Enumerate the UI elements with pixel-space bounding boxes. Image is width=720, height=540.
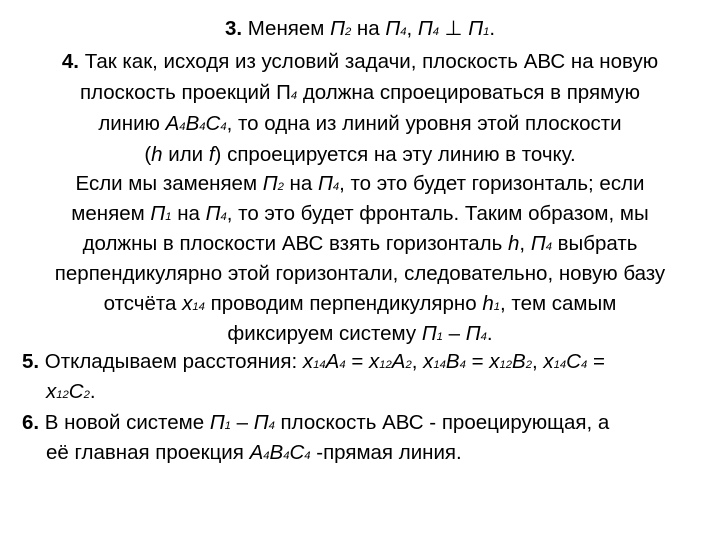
subscript: 14 — [313, 359, 326, 371]
text-run: 6. — [22, 411, 40, 434]
text-run: А — [165, 112, 180, 135]
text-run: x — [423, 350, 434, 373]
text-run: С — [289, 441, 305, 464]
text-run: - проецирующая, а — [423, 411, 610, 434]
text-run: на — [171, 202, 206, 225]
step-3-line — [0, 17, 720, 44]
text-run: . — [489, 17, 496, 40]
subscript: 4 — [480, 331, 487, 343]
subscript: 4 — [220, 211, 227, 223]
text-run: x — [369, 350, 380, 373]
subscript: 4 — [545, 241, 552, 253]
text-run: h — [482, 292, 494, 315]
step-4-line-7 — [0, 232, 720, 259]
text-run: A — [391, 350, 406, 373]
text-run: П — [421, 322, 437, 345]
step-4-line-10 — [0, 322, 720, 349]
text-run: Меняем — [242, 17, 331, 40]
subscript: 4 — [400, 26, 407, 38]
subscript: 4 — [332, 181, 340, 193]
text-run: , то одна из линий уровня этой плоскости — [226, 112, 622, 135]
text-run: A — [325, 350, 340, 373]
text-run: П — [209, 411, 225, 434]
text-run: плоскость проекций П — [79, 81, 291, 104]
subscript: 4 — [199, 121, 206, 133]
subscript: 12 — [56, 389, 69, 401]
text-run: C — [566, 350, 581, 373]
step-4-line-6 — [0, 202, 720, 229]
text-run: h — [508, 232, 520, 255]
text-run: АВС — [382, 411, 424, 434]
text-run: f — [208, 143, 215, 166]
text-run: ( — [144, 143, 152, 166]
text-run: C — [68, 380, 84, 403]
text-run: должна спроецироваться в прямую — [297, 81, 641, 104]
text-run: = — [465, 350, 490, 373]
step-4-line-5 — [0, 172, 720, 199]
text-run: отсчёта — [103, 292, 183, 315]
text-run: B — [445, 350, 460, 373]
step-4-line-2 — [0, 81, 720, 108]
text-run: . — [89, 380, 96, 403]
text-run: Откладываем расстояния: — [39, 350, 303, 373]
subscript: 1 — [493, 301, 501, 313]
subscript: 4 — [459, 359, 466, 371]
text-run: П — [417, 17, 433, 40]
step-6-line-1 — [22, 411, 720, 438]
subscript: 4 — [283, 450, 290, 462]
text-run: В новой системе — [39, 411, 210, 434]
subscript: 2 — [83, 389, 90, 401]
text-run: 5. — [22, 350, 40, 373]
text-run: проводим перпендикулярно — [204, 292, 483, 315]
text-run: на — [351, 17, 386, 40]
text-run: x — [489, 350, 500, 373]
subscript: 4 — [580, 359, 588, 371]
subscript: 1 — [483, 26, 490, 38]
text-run: фиксируем систему — [227, 322, 422, 345]
step-4-line-3 — [0, 112, 720, 139]
text-run: x — [46, 380, 57, 403]
text-run: П — [385, 17, 401, 40]
text-run: Если мы заменяем — [75, 172, 263, 195]
text-run: -прямая линия. — [310, 441, 462, 464]
text-run: АВС — [523, 50, 566, 73]
text-run: 3. — [224, 17, 243, 40]
text-run: h — [151, 143, 163, 166]
subscript: 4 — [179, 121, 186, 133]
text-run: = — [345, 350, 369, 373]
subscript: 1 — [224, 420, 231, 432]
subscript: 4 — [263, 450, 270, 462]
text-run: А — [249, 441, 264, 464]
subscript: 12 — [499, 359, 513, 371]
text-run: , то это будет горизонталь; если — [339, 172, 645, 195]
text-run: С — [205, 112, 221, 135]
text-run: = — [587, 350, 605, 373]
text-run: на новую — [565, 50, 659, 73]
text-run: на — [283, 172, 318, 195]
subscript: 4 — [220, 121, 227, 133]
text-run: Так как, исходя из условий задачи, плоскость — [79, 50, 524, 73]
text-run: , тем самым — [500, 292, 617, 315]
subscript: 2 — [405, 359, 412, 371]
text-run: должны в плоскости — [82, 232, 282, 255]
text-run: её главная проекция — [46, 441, 250, 464]
step-5-line-2 — [46, 380, 720, 407]
step-4-line-4 — [0, 143, 720, 167]
text-run: или — [162, 143, 209, 166]
text-run: взять горизонталь — [323, 232, 509, 255]
step-4-line-9 — [0, 292, 720, 319]
text-run: плоскость — [274, 411, 383, 434]
text-run: B — [512, 350, 526, 373]
text-run: x — [302, 350, 314, 373]
subscript: 4 — [304, 450, 311, 462]
step-4-line-1 — [0, 50, 720, 74]
text-run: П — [253, 411, 269, 434]
text-run: П — [330, 17, 345, 40]
subscript: 2 — [525, 359, 532, 371]
step-6-line-2 — [46, 441, 720, 468]
text-run: В — [269, 441, 284, 464]
text-run: x — [182, 292, 193, 315]
step-5-line-1 — [22, 350, 720, 377]
text-run: , — [411, 350, 424, 373]
text-run: ⊥ — [438, 17, 469, 40]
text-run: П — [317, 172, 333, 195]
text-run: линию — [98, 112, 166, 135]
subscript: 1 — [436, 331, 443, 343]
subscript: 14 — [553, 359, 567, 371]
text-run: ) спроецируется на эту линию в точку. — [214, 143, 576, 166]
text-run: П — [465, 322, 481, 345]
subscript: 2 — [344, 26, 352, 38]
subscript: 4 — [339, 359, 346, 371]
text-run: П — [205, 202, 221, 225]
text-run: , то это будет фронталь. Таким образом, мы — [226, 202, 649, 225]
text-run: x — [543, 350, 554, 373]
text-run: выбрать — [551, 232, 638, 255]
text-run: П — [150, 202, 166, 225]
subscript: 4 — [268, 420, 275, 432]
text-run: В — [185, 112, 200, 135]
subscript: 4 — [290, 90, 298, 102]
text-run: меняем — [71, 202, 151, 225]
text-run: АВС — [281, 232, 324, 255]
text-run: П — [530, 232, 546, 255]
text-run: перпендикулярно этой горизонтали, следовательно, новую базу — [54, 262, 666, 285]
text-run: П — [468, 17, 484, 40]
text-run: – — [442, 322, 466, 345]
subscript: 2 — [277, 181, 284, 193]
text-run: , — [406, 17, 418, 40]
text-run: П — [262, 172, 278, 195]
text-run: – — [230, 411, 254, 434]
subscript: 4 — [432, 26, 439, 38]
step-4-line-8 — [0, 262, 720, 286]
subscript: 14 — [433, 359, 446, 371]
subscript: 12 — [379, 359, 392, 371]
text-run: , — [531, 350, 544, 373]
text-run: . — [486, 322, 493, 345]
subscript: 14 — [192, 301, 205, 313]
text-run: , — [519, 232, 531, 255]
text-run: 4. — [61, 50, 80, 73]
subscript: 1 — [165, 211, 172, 223]
